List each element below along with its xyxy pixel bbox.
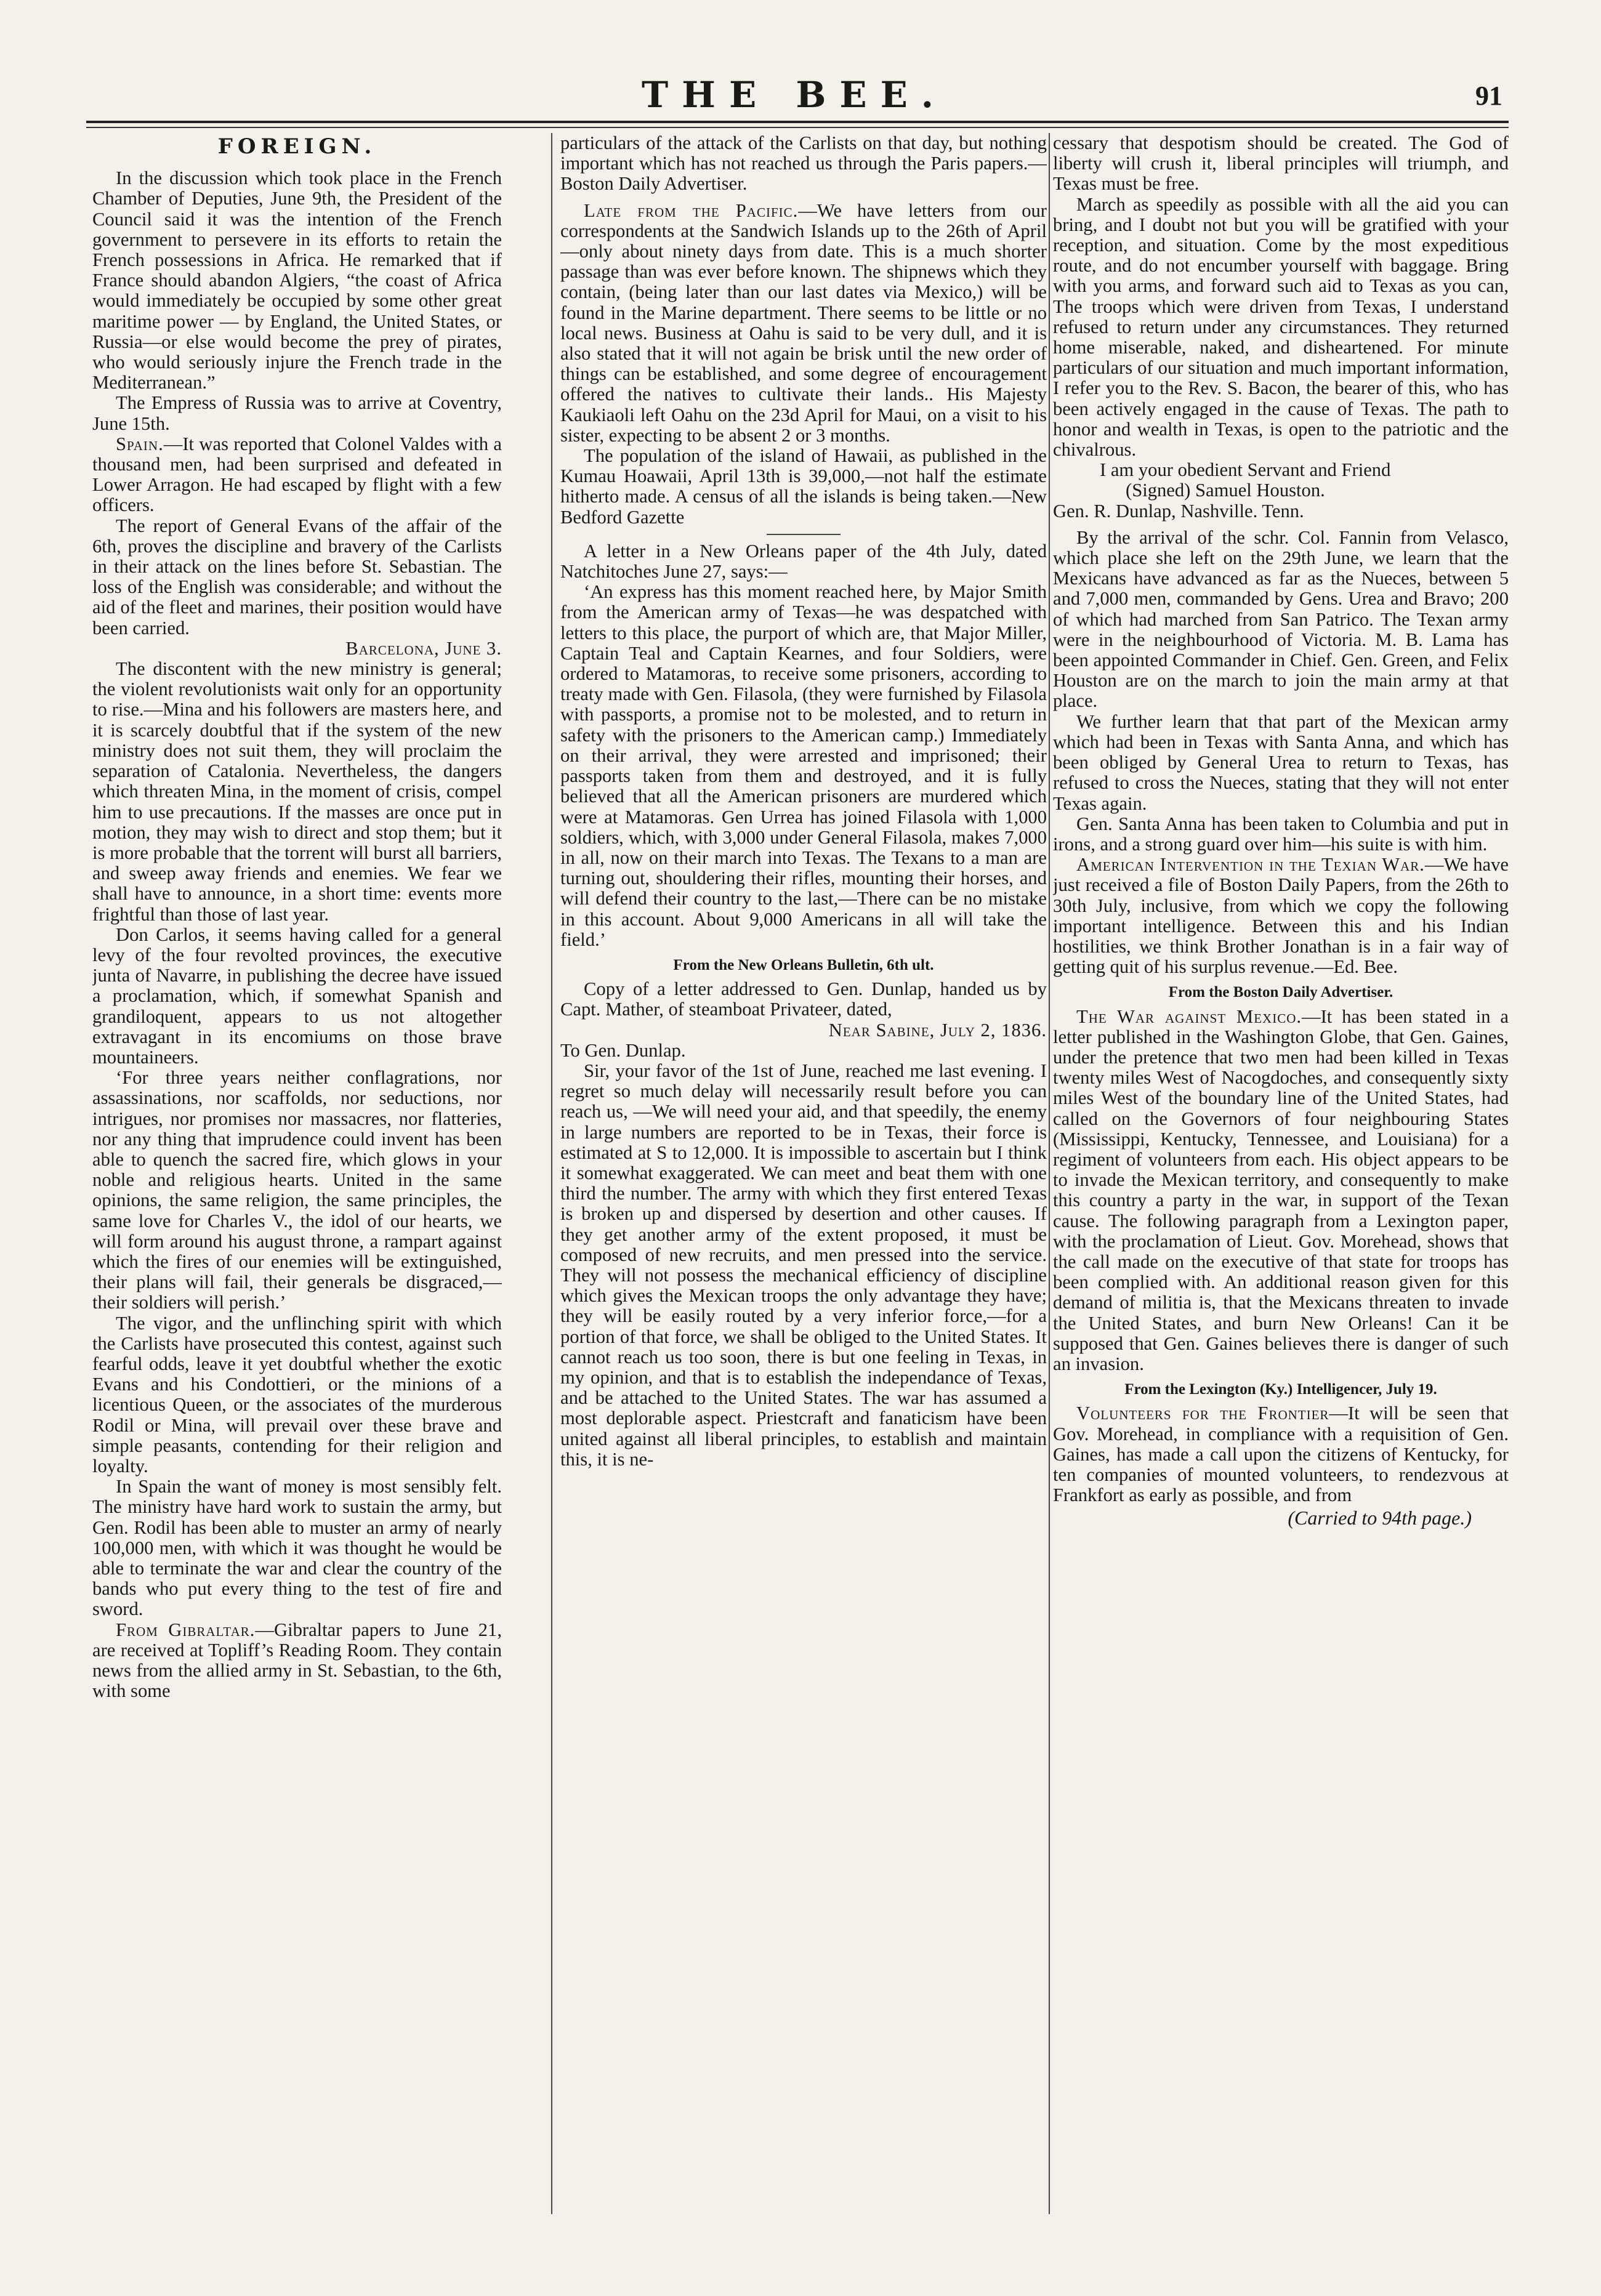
article-paragraph [560, 201, 1047, 446]
article-paragraph [1053, 1403, 1509, 1505]
newspaper-title: THE BEE. [642, 74, 947, 116]
column-1 [92, 133, 502, 2220]
paragraph-text: —It has been stated in a letter published in the Washington Globe, that Gen. Gaines, under the pretence that two men had been killed in Texas twenty miles West of Nacogdoches, and consequently sixty miles West of the boundary line of the United States, had called on the Governors of four neighbouring States (Mississippi, Kentucky, Tennessee, and Louisiana) for a regiment of volunteers from each. His object appears to be to invade the Mexican territory, and consequently to make this country a party in the war, in support of the Texan cause. The following paragraph from a Lexington paper, with the proclamation of Lieut. Gov. Morehead, shows that the call made on the executive of that state for troops has been complied with. An additional reason given for this demand of militia is, that the Mexicans threaten to invade the United States, and burn New Orleans! Can it be supposed that Gen. Gaines believes there is danger of such an invasion. [1053, 1005, 1509, 1374]
salutation: To Gen. Dunlap. [560, 1039, 686, 1061]
column-divider [1049, 133, 1050, 2214]
article-paragraph [1053, 1007, 1509, 1375]
article-paragraph [92, 1620, 502, 1702]
page-number: 91 [1475, 81, 1502, 111]
column-3 [1053, 133, 1509, 2220]
article-paragraph: In Spain the want of money is most sensibly felt. The ministry have hard work to sustain the army, but Gen. Rodil has been able to muster an army of nearly 100,000 men, with which it was thought he would be able to terminate the war and clear the country of the bands who put every thing to the test of fire and sword. [92, 1476, 502, 1620]
paragraph-text: —We have letters from our correspondents at the Sandwich Islands up to the 26th of April—only about ninety days from date. This is a much shorter passage than was ever before known. The shipnews which they contain, (being later than our last dates via Mexico,) will be found in the Marine department. There seems to be little or no local news. Business at Oahu is said to be very dull, and it is also stated that it will not again be brisk until the new order of things can be established, and some degree of encouragement offered the natives to cultivate their lands.. His Majesty Kaukiaoli left Oahu on the 23d April for Maui, on a visit to his sister, expecting to be absent 2 or 3 months. [560, 199, 1047, 446]
source-credit: From the Boston Daily Advertiser. [1168, 984, 1393, 1001]
letter-body: March as speedily as possible with all the aid you can bring, and I doubt not but you will be gratified with your reception, and situation. Come by the most expeditious route, and do not encumber yourself with baggage. Bring with you arms, and forward such aid to Texas as you can, The troops which were driven from Texas, I understand refused to return under any circumstances. They returned home miserable, naked, and disheartened. For minute particulars of our situation and much important information, I refer you to the Rev. S. Bacon, the bearer of this, who has been actively engaged in the cause of Texas. The path to honor and wealth in Texas, is open to the patriotic and the chivalrous. [1053, 193, 1509, 461]
paragraph-lead: American Intervention in the Texian War. [1076, 854, 1425, 876]
paragraph-text: —It will be seen that Gov. Morehead, in compliance with a requisition of Gen. Gaines, has made a call upon the citizens of Kentucky, for ten companies of mounted volunteers, to rendezvous at Frankfort as early as possible, and from [1053, 1403, 1509, 1506]
article-paragraph: Gen. Santa Anna has been taken to Columbia and put in irons, and a strong guard over him—his suite is with him. [1053, 813, 1509, 855]
letter-body: Sir, your favor of the 1st of June, reached me last evening. I regret so much delay will necessarily result before you can reach us, —We will need your aid, and that speedily, the enemy in large numbers are reported to be in Texas, their force is estimated at S to 12,000. It is impossible to ascertain but I think it somewhat exaggerated. We can meet and beat them with one third the number. The army with which they first entered Texas is broken up and dispersed by desertion and other causes. If they get another army of the extent proposed, it must be composed of new recruits, and men pressed into the service. They will not possess the mechanical efficiency of discipline which gives the Mexican troops the only advantage they have; they will be easily routed by a very inferior force,—for a portion of that force, we shall be obliged to the United States. It cannot reach us too soon, there is but one feeling in Texas, in my opinion, and that is to establish the independance of Texas, and be attached to the United States. The war has assumed a most deplorable aspect. Priestcraft and fanaticism have been united against all liberal principles, to establish and maintain this, it is ne- [560, 1060, 1047, 1470]
paragraph-lead: Spain. [116, 433, 164, 454]
article-paragraph: We further learn that that part of the Mexican army which had been in Texas with Santa Anna, and which has been obliged by General Urea to return to Texas, has refused to cross the Nueces, stating that they will not enter Texas again. [1053, 711, 1509, 814]
quoted-proclamation: ‘For three years neither conflagrations, nor assassinations, nor scaffolds, nor seductions, nor intrigues, nor promises nor massacres, nor flatteries, nor any thing that imprudence could invent has been able to quench the sacred fire, which glows in your noble and religious hearts. United in the same opinions, the same religion, the same principles, the same love for Charles V., the idol of our hearts, we will form around his august throne, a rampart against which the fires of our enemies will be extinguished, their plans will fail, their generals be disgraced,—their soldiers will perish.’ [92, 1067, 502, 1313]
masthead [86, 74, 1502, 117]
letter-addressee: Gen. R. Dunlap, Nashville. Tenn. [1053, 500, 1304, 522]
paragraph-lead: Volunteers for the Frontier [1076, 1403, 1329, 1424]
masthead-rule-thick [86, 121, 1509, 123]
masthead-rule-thin [86, 127, 1509, 128]
article-paragraph: The discontent with the new ministry is general; the violent revolutionists wait only for an opportunity to rise.—Mina and his followers are masters here, and it is scarcely doubtful that if the system of the new ministry does not suit them, they will proclaim the separation of Catalonia. Nevertheless, the dangers which threaten Mina, in the moment of crisis, compel him to use precautions. If the masses are once put in motion, they may wish to direct and stop them; but it is more probable that the torrent will burst all barriers, and sweep away friends and enemies. We fear we shall have to announce, in a short time: events more frightful than those of last year. [92, 658, 502, 925]
paragraph-text: —It was reported that Colonel Valdes with a thousand men, had been surprised and defeated in Lower Arragon. He had escaped by flight with a few officers. [92, 433, 502, 516]
article-paragraph: Copy of a letter addressed to Gen. Dunlap, handed us by Capt. Mather, of steamboat Privateer, dated, [560, 978, 1047, 1020]
paragraph-lead: From Gibraltar. [116, 1619, 256, 1640]
article-paragraph: A letter in a New Orleans paper of the 4th July, dated Natchitoches June 27, says:— [560, 540, 1047, 582]
article-paragraph: The Empress of Russia was to arrive at Coventry, June 15th. [92, 392, 502, 434]
article-paragraph: By the arrival of the schr. Col. Fannin from Velasco, which place she left on the 29th June, we learn that the Mexicans have advanced as far as the Nueces, between 5 and 7,000 men, commanded by Gens. Urea and Bravo; 200 of which had marched from San Patrico. The Texan army were in the neighbourhood of Victoria. M. B. Lama has been appointed Commander in Chief. Gen. Green, and Felix Houston are on the march to join the main army at that place. [1053, 526, 1509, 712]
paragraph-text: —We have just received a file of Boston Daily Papers, from the 26th to 30th July, inclusive, from which we copy the following important intelligence. Between this and his Indian hostilities, we think Brother Jonathan is in a fair way of getting quit of his surplus revenue.—Ed. Bee. [1053, 854, 1509, 978]
column-divider [551, 133, 552, 2214]
paragraph-lead: Late from the Pacific. [584, 199, 799, 221]
section-heading-foreign: FOREIGN. [217, 134, 377, 159]
dateline: Barcelona, June 3. [345, 637, 502, 659]
article-paragraph: Don Carlos, it seems having called for a general levy of the four revolted provinces, the executive junta of Navarre, in publishing the decree have issued a proclamation, which, if somewhat Spanish and grandiloquent, appears to us not altogether extravagant in its encomiums on those brave mountaineers. [92, 924, 502, 1068]
article-paragraph: particulars of the attack of the Carlists on that day, but nothing important which has not reached us through the Paris papers.—Boston Daily Advertiser. [560, 133, 1047, 195]
letter-signature: (Signed) Samuel Houston. [1126, 480, 1325, 501]
letter-closing: I am your obedient Servant and Friend [1100, 459, 1391, 481]
paragraph-text: —Gibraltar papers to June 21, are received at Topliff’s Reading Room. They contain news from the allied army in St. Sebastian, to the 6th, with some [92, 1619, 502, 1702]
separator-rule [767, 534, 841, 535]
source-credit: From the New Orleans Bulletin, 6th ult. [673, 956, 934, 973]
article-paragraph: The population of the island of Hawaii, as published in the Kumau Hoawaii, April 13th is 39,000,—not half the estimate hitherto made. A census of all the islands is being taken.—New Bedford Gazette [560, 445, 1047, 528]
letter-body: cessary that despotism should be created. The God of liberty will crush it, liberal principles will triumph, and Texas must be free. [1053, 133, 1509, 195]
quoted-letter: ‘An express has this moment reached here, by Major Smith from the American army of Texas—he was despatched with letters to this place, the purport of which are, that Major Miller, Captain Teal and Captain Kearnes, and four Soldiers, were ordered to Matamoras, to receive some prisoners, according to treaty made with Gen. Filasola, (they were furnished by Filasola with passports, a promise not to be molested, and to return in safety with the prisoners to the American camp.) Immediately on their arrival, they were arrested and imprisoned; their passports taken from them and destroyed, and it is fully believed that all the American prisoners are murdered which were at Matamoras. Gen Urrea has joined Filasola with 1,000 soldiers, which, with 3,000 under General Filasola, makes 7,000 in all, now on their march into Texas. The Texans to a man are turning out, shouldering their rifles, mounting their horses, and will defend their country to the last,—There can be no mistake in this account. About 9,000 Americans in all will take the field.’ [560, 581, 1047, 950]
source-credit: From the Lexington (Ky.) Intelligencer, July 19. [1124, 1381, 1437, 1398]
article-paragraph: The vigor, and the unflinching spirit with which the Carlists have prosecuted this contest, against such fearful odds, leave it yet doubtful whether the exotic Evans and his Condottieri, or the minions of a licentious Queen, or the associates of the murderous Rodil or Mina, will prevail over these brave and simple peasants, contending for their religion and loyalty. [92, 1312, 502, 1476]
article-paragraph [92, 434, 502, 516]
article-paragraph [1053, 855, 1509, 977]
dateline: Near Sabine, July 2, 1836. [828, 1019, 1047, 1041]
article-paragraph: The report of General Evans of the affair of the 6th, proves the discipline and bravery of the Carlists in their attack on the lines before St. Sebastian. The loss of the English was considerable; and without the aid of the fleet and marines, their position would have been carried. [92, 515, 502, 638]
article-paragraph: In the discussion which took place in the French Chamber of Deputies, June 9th, the President of the Council said it was the intention of the French government to persevere in its efforts to retain the French possessions in Africa. He remarked that if France should abandon Algiers, “the coast of Africa would immediately be occupied by some other great maritime power — by England, the United States, or Russia—or else would become the prey of pirates, who would seriously injure the French trade in the Mediterranean.” [92, 167, 502, 393]
paragraph-lead: The War against Mexico. [1076, 1005, 1302, 1027]
column-2 [560, 133, 1047, 2220]
continuation-note: (Carried to 94th page.) [1288, 1507, 1472, 1529]
